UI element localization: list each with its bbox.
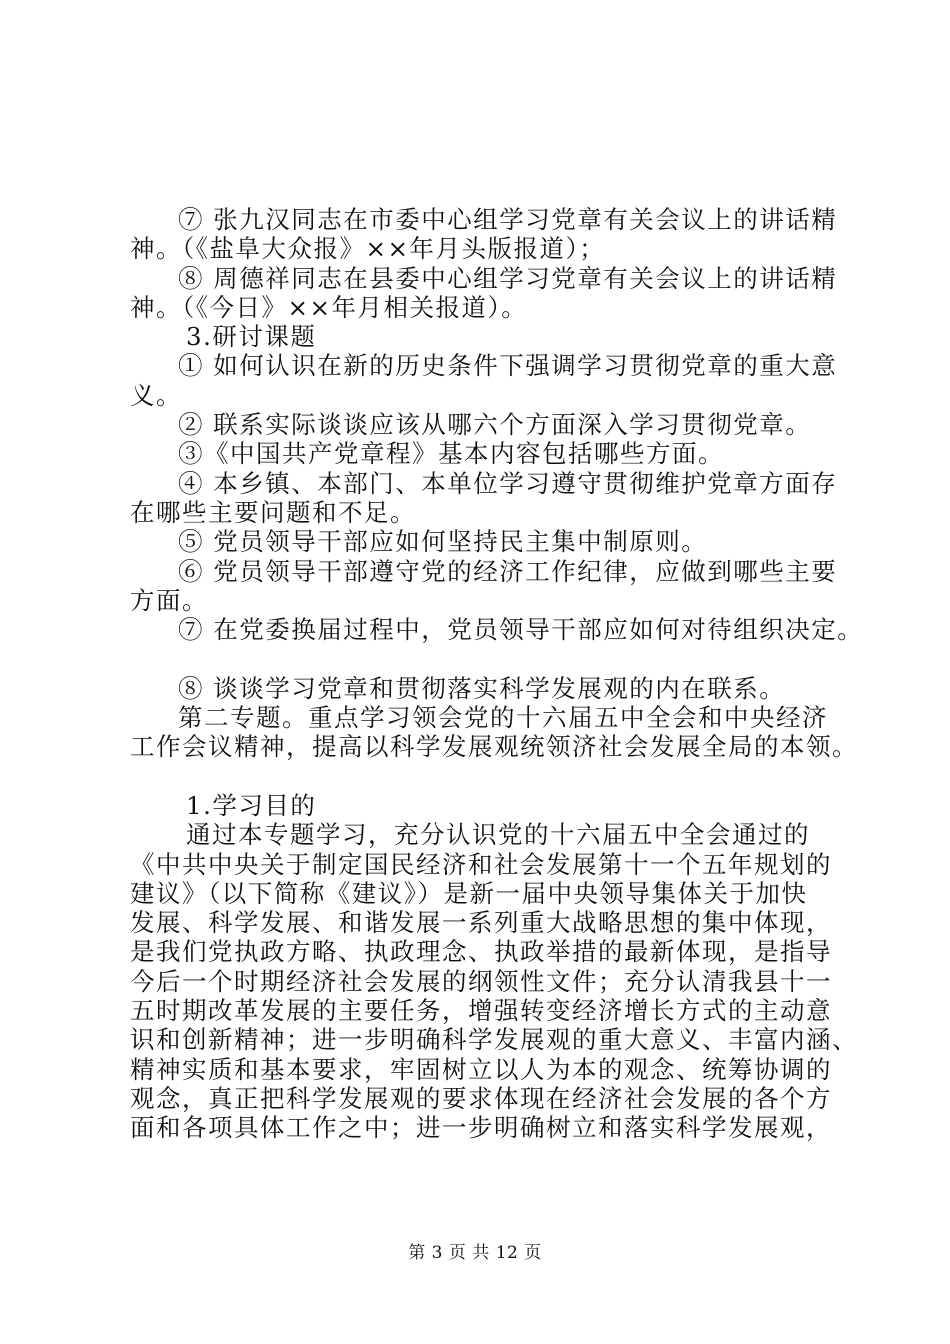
- text-line: 《中共中央关于制定国民经济和社会发展第十一个五年规划的: [130, 849, 832, 879]
- text-line: ⑦ 张九汉同志在市委中心组学习党章有关会议上的讲话精: [178, 205, 838, 234]
- text-line: 第二专题。重点学习领会党的十六届五中全会和中央经济: [178, 703, 828, 733]
- text-line: ⑧ 谈谈学习党章和贯彻落实科学发展观的内在联系。: [178, 673, 786, 703]
- text-line: 工作会议精神，提高以科学发展观统领济社会发展全局的本领。: [130, 732, 858, 762]
- text-line: 神。（《今日》××年月相关报道）。: [130, 292, 528, 322]
- text-line: 在哪些主要问题和不足。: [130, 497, 416, 527]
- text-line: ④ 本乡镇、本部门、本单位学习遵守贯彻维护党章方面存: [178, 468, 838, 498]
- text-line: 神。（《盐阜大众报》××年月头版报道）；: [130, 234, 606, 264]
- text-line: ② 联系实际谈谈应该从哪六个方面深入学习贯彻党章。: [178, 410, 812, 440]
- text-line: 发展、科学发展、和谐发展一系列重大战略思想的集中体现，: [130, 908, 832, 938]
- text-line: 面和各项具体工作之中；进一步明确树立和落实科学发展观，: [130, 1113, 832, 1143]
- blank-line: [130, 644, 850, 673]
- text-line: 方面。: [130, 585, 208, 615]
- text-line: 今后一个时期经济社会发展的纲领性文件；充分认清我县十一: [130, 966, 832, 996]
- text-line: ⑥ 党员领导干部遵守党的经济工作纪律，应做到哪些主要: [178, 556, 838, 586]
- text-line: 建议》（以下简称《建议》）是新一届中央领导集体关于加快: [130, 878, 808, 908]
- text-line: ③《中国共产党章程》基本内容包括哪些方面。: [178, 439, 724, 469]
- text-line: ⑤ 党员领导干部应如何坚持民主集中制原则。: [178, 527, 708, 557]
- text-line: 精神实质和基本要求，牢固树立以人为本的观念、统筹协调的: [130, 1054, 832, 1084]
- text-line: 义。: [130, 380, 182, 410]
- section-heading: 3.研讨课题: [186, 322, 317, 352]
- text-line: 识和创新精神；进一步明确科学发展观的重大意义、丰富内涵、: [130, 1025, 858, 1055]
- text-line: ① 如何认识在新的历史条件下强调学习贯彻党章的重大意: [178, 351, 838, 381]
- text-line: 通过本专题学习，充分认识党的十六届五中全会通过的: [186, 820, 810, 850]
- document-body: [130, 205, 864, 1143]
- text-line: ⑧ 周德祥同志在县委中心组学习党章有关会议上的讲话精: [178, 263, 838, 293]
- text-line: 是我们党执政方略、执政理念、执政举措的最新体现，是指导: [130, 937, 832, 967]
- blank-line: [130, 762, 850, 791]
- section-heading: 1.学习目的: [186, 790, 317, 820]
- page-footer: 第 3 页 共 12 页: [408, 1243, 542, 1263]
- text-line: 观念，真正把科学发展观的要求体现在经济社会发展的各个方: [130, 1083, 832, 1113]
- text-line: ⑦ 在党委换届过程中，党员领导干部应如何对待组织决定。: [178, 615, 864, 645]
- text-line: 五时期改革发展的主要任务，增强转变经济增长方式的主动意: [130, 996, 832, 1026]
